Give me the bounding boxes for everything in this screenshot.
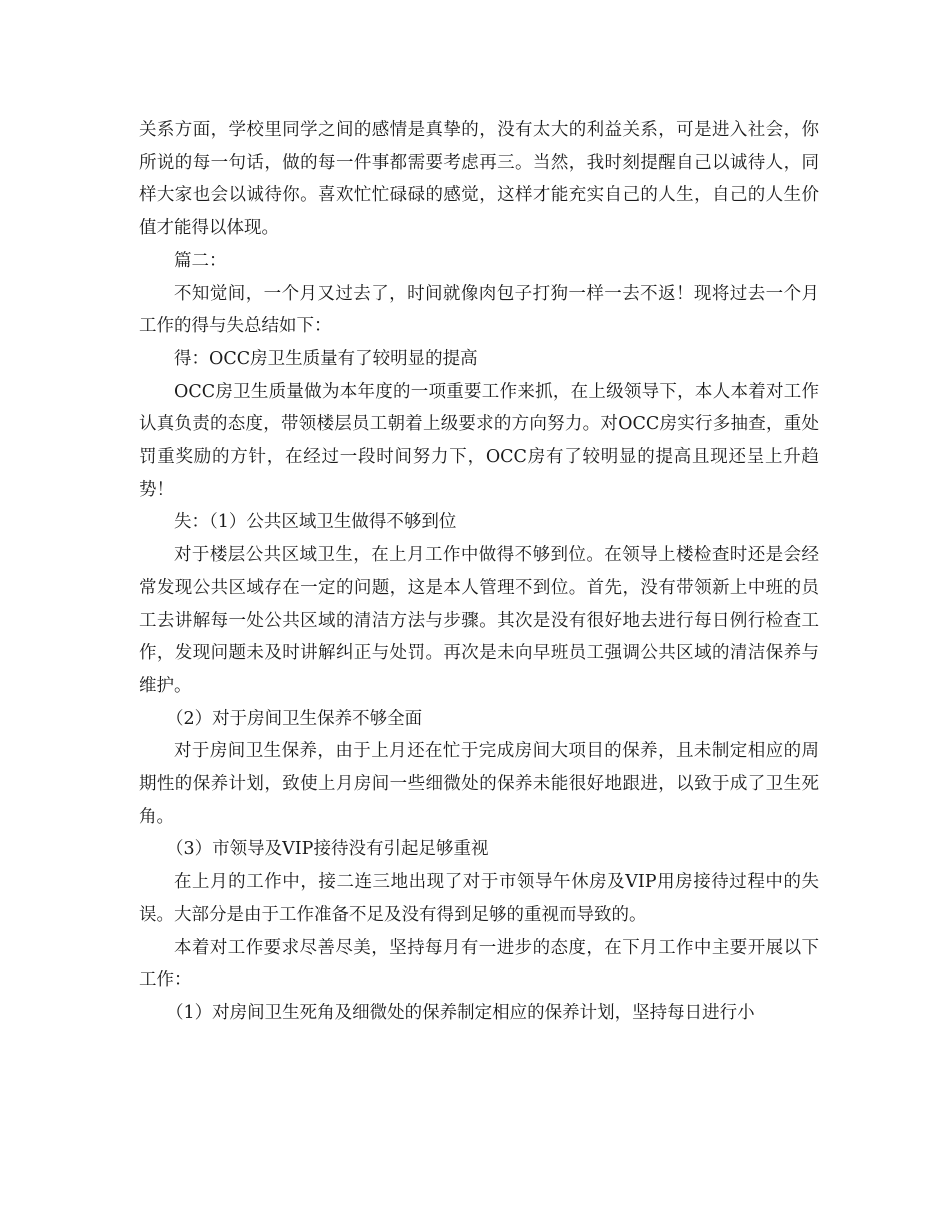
paragraph-next-month-plan: 本着对工作要求尽善尽美，坚持每月有一进步的态度，在下月工作中主要开展以下工作： — [139, 937, 819, 991]
document-body — [139, 114, 819, 1030]
section-heading-part-two: 篇二： — [174, 250, 227, 271]
paragraph-loss-2-detail: 对于房间卫生保养，由于上月还在忙于完成房间大项目的保养，且未制定相应的周期性的保养计划，致使上月房间一些细微处的保养未能很好地跟进，以致于成了卫生死角。 — [139, 741, 819, 827]
heading-loss-2: （2）对于房间卫生保养不够全面 — [166, 708, 423, 729]
paragraph-gain-detail: OCC房卫生质量做为本年度的一项重要工作来抓，在上级领导下，本人本着对工作认真负责的态度，带领楼层员工朝着上级要求的方向努力。对OCC房实行多抽查，重处罚重奖励的方针，在经过一段时间努力下，OCC房有了较明显的提高且现还呈上升趋势！ — [139, 381, 819, 500]
plan-item-1: （1）对房间卫生死角及细微处的保养制定相应的保养计划，坚持每日进行小 — [166, 1002, 755, 1023]
heading-loss-3: （3）市领导及VIP接待没有引起足够重视 — [166, 839, 489, 860]
paragraph-loss-1-detail: 对于楼层公共区域卫生，在上月工作中做得不够到位。在领导上楼检查时还是会经常发现公共区域存在一定的问题，这是本人管理不到位。首先，没有带领新上中班的员工去讲解每一处公共区域的清洁方法与步骤。其次是没有很好地去进行每日例行检查工作，发现问题未及时讲解纠正与处罚。再次是未向早班员工强调公共区域的清洁保养与维护。 — [139, 545, 819, 696]
paragraph-loss-3-detail: 在上月的工作中，接二连三地出现了对于市领导午休房及VIP用房接待过程中的失误。大部分是由于工作准备不足及没有得到足够的重视而导致的。 — [139, 872, 819, 925]
heading-loss-1: 失：（1）公共区域卫生做得不够到位 — [174, 512, 457, 533]
heading-gain: 得：OCC房卫生质量有了较明显的提高 — [174, 348, 478, 369]
paragraph-intro: 不知觉间，一个月又过去了，时间就像肉包子打狗一样一去不返！现将过去一个月工作的得与失总结如下： — [139, 283, 819, 337]
paragraph-relationship: 关系方面，学校里同学之间的感情是真挚的，没有太大的利益关系，可是进入社会，你所说的每一句话，做的每一件事都需要考虑再三。当然，我时刻提醒自己以诚待人，同样大家也会以诚待你。喜欢忙忙碌碌的感觉，这样才能充实自己的人生，自己的人生价值才能得以体现。 — [139, 120, 819, 239]
